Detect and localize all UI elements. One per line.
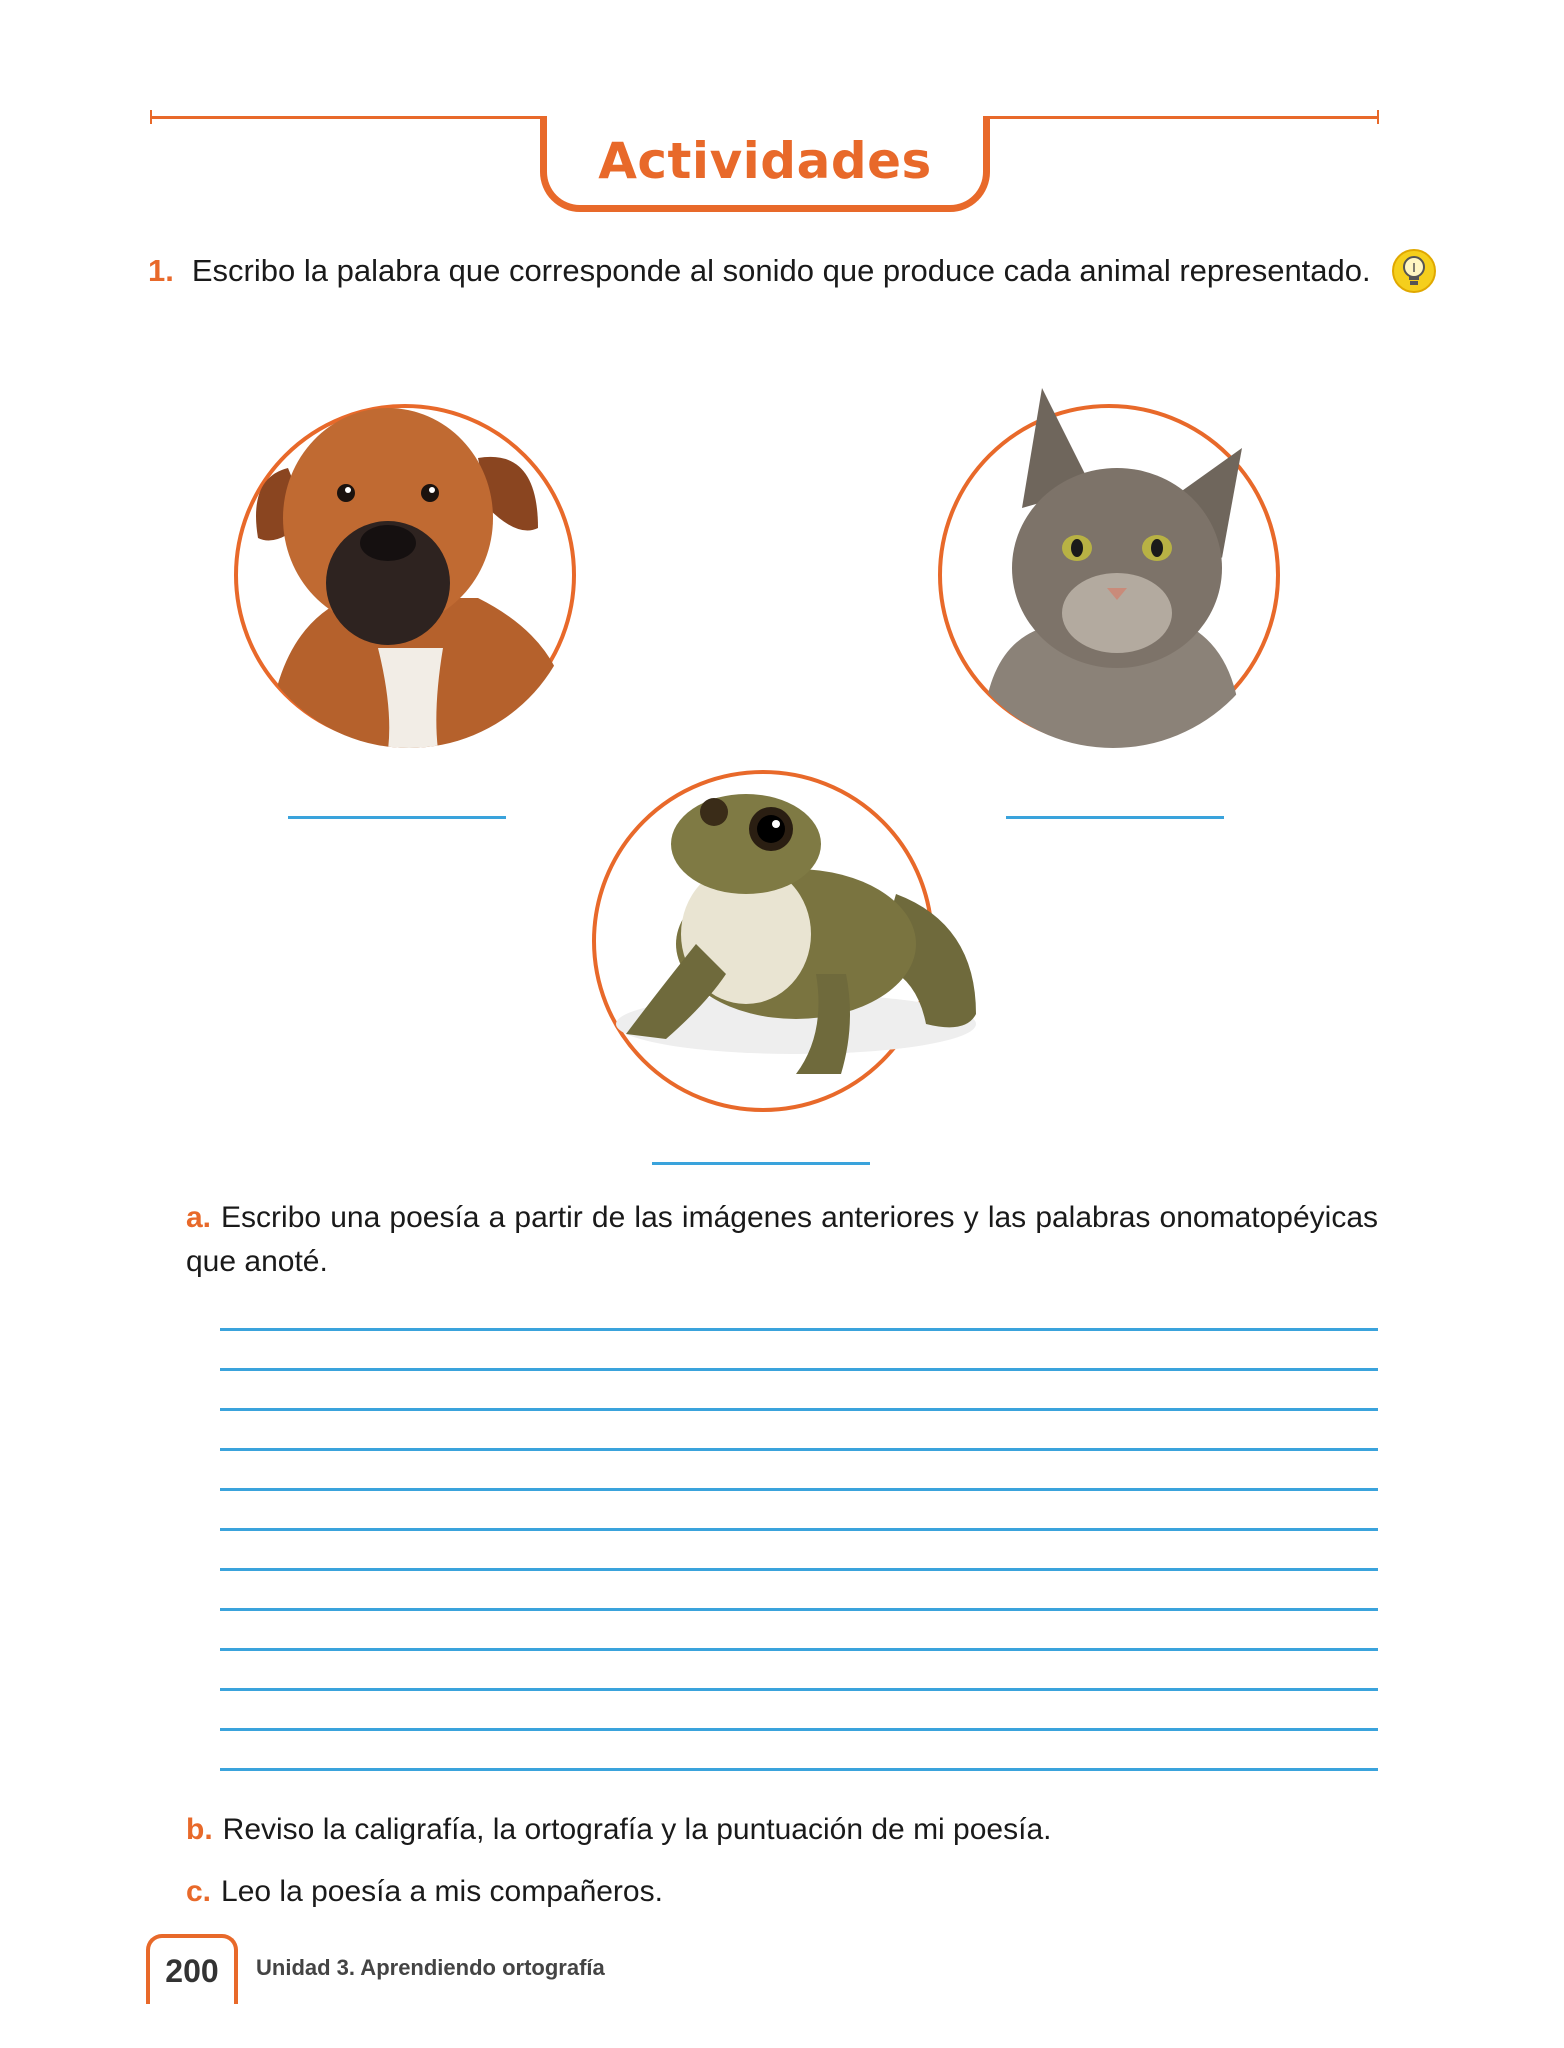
- footer-unit-label: Unidad 3. Aprendiendo ortografía: [256, 1955, 605, 1980]
- sub-activity-c: [186, 1870, 1378, 1914]
- header-rule-tick-left: [150, 110, 152, 124]
- writing-line[interactable]: [220, 1328, 1378, 1331]
- header-rule-tick-right: [1377, 110, 1379, 124]
- sub-activity-b-letter: b.: [186, 1813, 213, 1846]
- cat-answer-line[interactable]: [1006, 816, 1224, 819]
- activity-1-text: Escribo la palabra que corresponde al sonido que produce cada animal representado.: [191, 253, 1371, 288]
- dog-image: [234, 404, 576, 746]
- dog-answer-line[interactable]: [288, 816, 506, 819]
- writing-line[interactable]: [220, 1368, 1378, 1371]
- cat-icon: [942, 408, 1284, 750]
- frog-answer-line[interactable]: [652, 1162, 870, 1165]
- writing-line[interactable]: [220, 1728, 1378, 1731]
- sub-activity-c-letter: c.: [186, 1875, 212, 1908]
- sub-activity-c-text: Leo la poesía a mis compañeros.: [221, 1875, 663, 1908]
- page-number-box: [146, 1934, 238, 2004]
- writing-line[interactable]: [220, 1408, 1378, 1411]
- activity-1-instruction: [148, 248, 1437, 294]
- sub-activity-b-text: Reviso la caligrafía, la ortografía y la puntuación de mi poesía.: [222, 1813, 1052, 1846]
- dog-icon: [238, 408, 580, 750]
- section-title: Actividades: [598, 131, 932, 190]
- writing-line[interactable]: [220, 1528, 1378, 1531]
- page-number: 200: [165, 1952, 219, 1989]
- writing-line[interactable]: [220, 1768, 1378, 1771]
- writing-line[interactable]: [220, 1608, 1378, 1611]
- sub-activity-a-letter: a.: [186, 1201, 212, 1234]
- lightbulb-icon: [1391, 248, 1437, 294]
- sub-activity-b: [186, 1808, 1378, 1852]
- writing-line[interactable]: [220, 1488, 1378, 1491]
- sub-activity-a-text: Escribo una poesía a partir de las imágenes anteriores y las palabras onomatopéyicas que anoté.: [186, 1201, 1378, 1278]
- cat-image: [938, 404, 1280, 746]
- section-title-tab: [540, 116, 990, 212]
- writing-line[interactable]: [220, 1688, 1378, 1691]
- activity-1-number: 1.: [148, 253, 174, 288]
- writing-line[interactable]: [220, 1568, 1378, 1571]
- sub-activity-a: [186, 1196, 1378, 1284]
- frog-image: [592, 770, 934, 1112]
- writing-line[interactable]: [220, 1448, 1378, 1451]
- writing-line[interactable]: [220, 1648, 1378, 1651]
- frog-icon: [596, 774, 938, 1116]
